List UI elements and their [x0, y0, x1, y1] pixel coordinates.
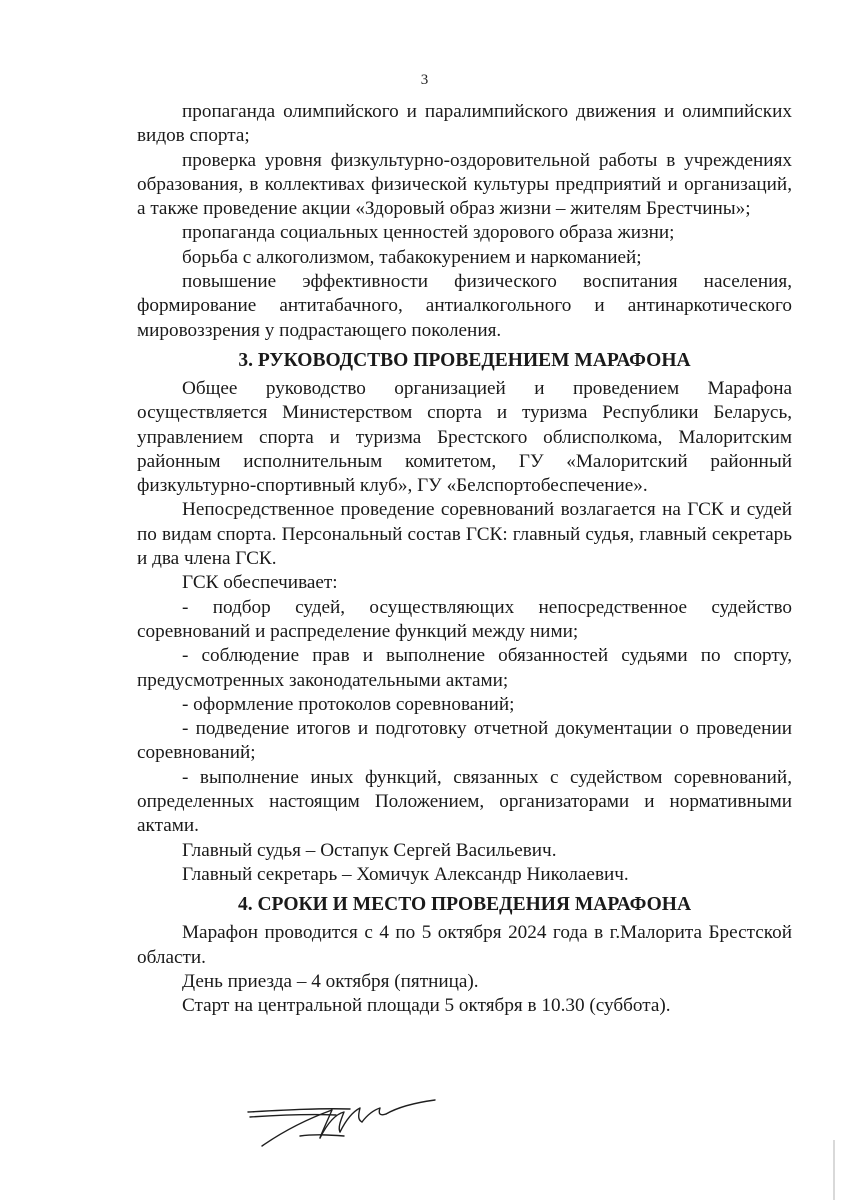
document-body	[137, 100, 792, 1018]
paragraph-olympic-propaganda: пропаганда олимпийского и паралимпийского движения и олимпийских видов спорта;	[137, 101, 792, 147]
scan-edge-mark	[833, 1140, 835, 1200]
paragraph-gsk-provides: ГСК обеспечивает:	[182, 572, 338, 594]
paragraph-marathon-dates: Марафон проводится с 4 по 5 октября 2024 года в г.Малорита Брестской области.	[137, 922, 792, 968]
page-number: 3	[420, 72, 429, 88]
paragraph-general-management: Общее руководство организацией и проведением Марафона осуществляется Министерством спорта и туризма Республики Беларусь, управлением спорта и туризма Брестского облисполкома, Малоритским районным исполнительным комитетом, ГУ «Малоритский районный физкультурно-спортивный клуб», ГУ «Белспортобеспечение».	[137, 377, 792, 497]
paragraph-anti-addiction: борьба с алкоголизмом, табакокурением и наркоманией;	[182, 246, 642, 268]
paragraph-social-values: пропаганда социальных ценностей здорового образа жизни;	[182, 222, 675, 244]
section-heading-dates-place: 4. СРОКИ И МЕСТО ПРОВЕДЕНИЯ МАРАФОНА	[237, 894, 692, 916]
list-item-judge-selection: - подбор судей, осуществляющих непосредственное судейство соревнований и распределение функций между ними;	[137, 596, 792, 642]
signature-icon	[240, 1080, 440, 1155]
list-item-protocols: - оформление протоколов соревнований;	[182, 693, 515, 715]
section-heading-management: 3. РУКОВОДСТВО ПРОВЕДЕНИЕМ МАРАФОНА	[238, 349, 691, 371]
paragraph-direct-conduct: Непосредственное проведение соревнований возлагается на ГСК и судей по видам спорта. Персональный состав ГСК: главный судья, главный секретарь и два члена ГСК.	[137, 499, 792, 570]
paragraph-physical-education: повышение эффективности физического воспитания населения, формирование антитабачного, антиалкогольного и антинаркотического мировоззрения у подрастающего поколения.	[137, 271, 792, 341]
list-item-other-functions: - выполнение иных функций, связанных с судейством соревнований, определенных настоящим Положением, организаторами и нормативными актами.	[137, 766, 792, 837]
paragraph-chief-judge: Главный судья – Остапук Сергей Васильевич.	[182, 839, 557, 861]
paragraph-start-time: Старт на центральной площади 5 октября в 10.30 (суббота).	[182, 995, 671, 1017]
paragraph-chief-secretary: Главный секретарь – Хомичук Александр Николаевич.	[182, 863, 629, 885]
list-item-summary: - подведение итогов и подготовку отчетной документации о проведении соревнований;	[137, 718, 792, 764]
paragraph-health-check: проверка уровня физкультурно-оздоровительной работы в учреждениях образования, в коллективах физической культуры предприятий и организаций, а также проведение акции «Здоровый образ жизни – жителям Брестчины»;	[137, 149, 792, 220]
list-item-rights-duties: - соблюдение прав и выполнение обязанностей судьями по спорту, предусмотренных законодательными актами;	[137, 645, 792, 691]
paragraph-arrival-day: День приезда – 4 октября (пятница).	[182, 970, 479, 992]
